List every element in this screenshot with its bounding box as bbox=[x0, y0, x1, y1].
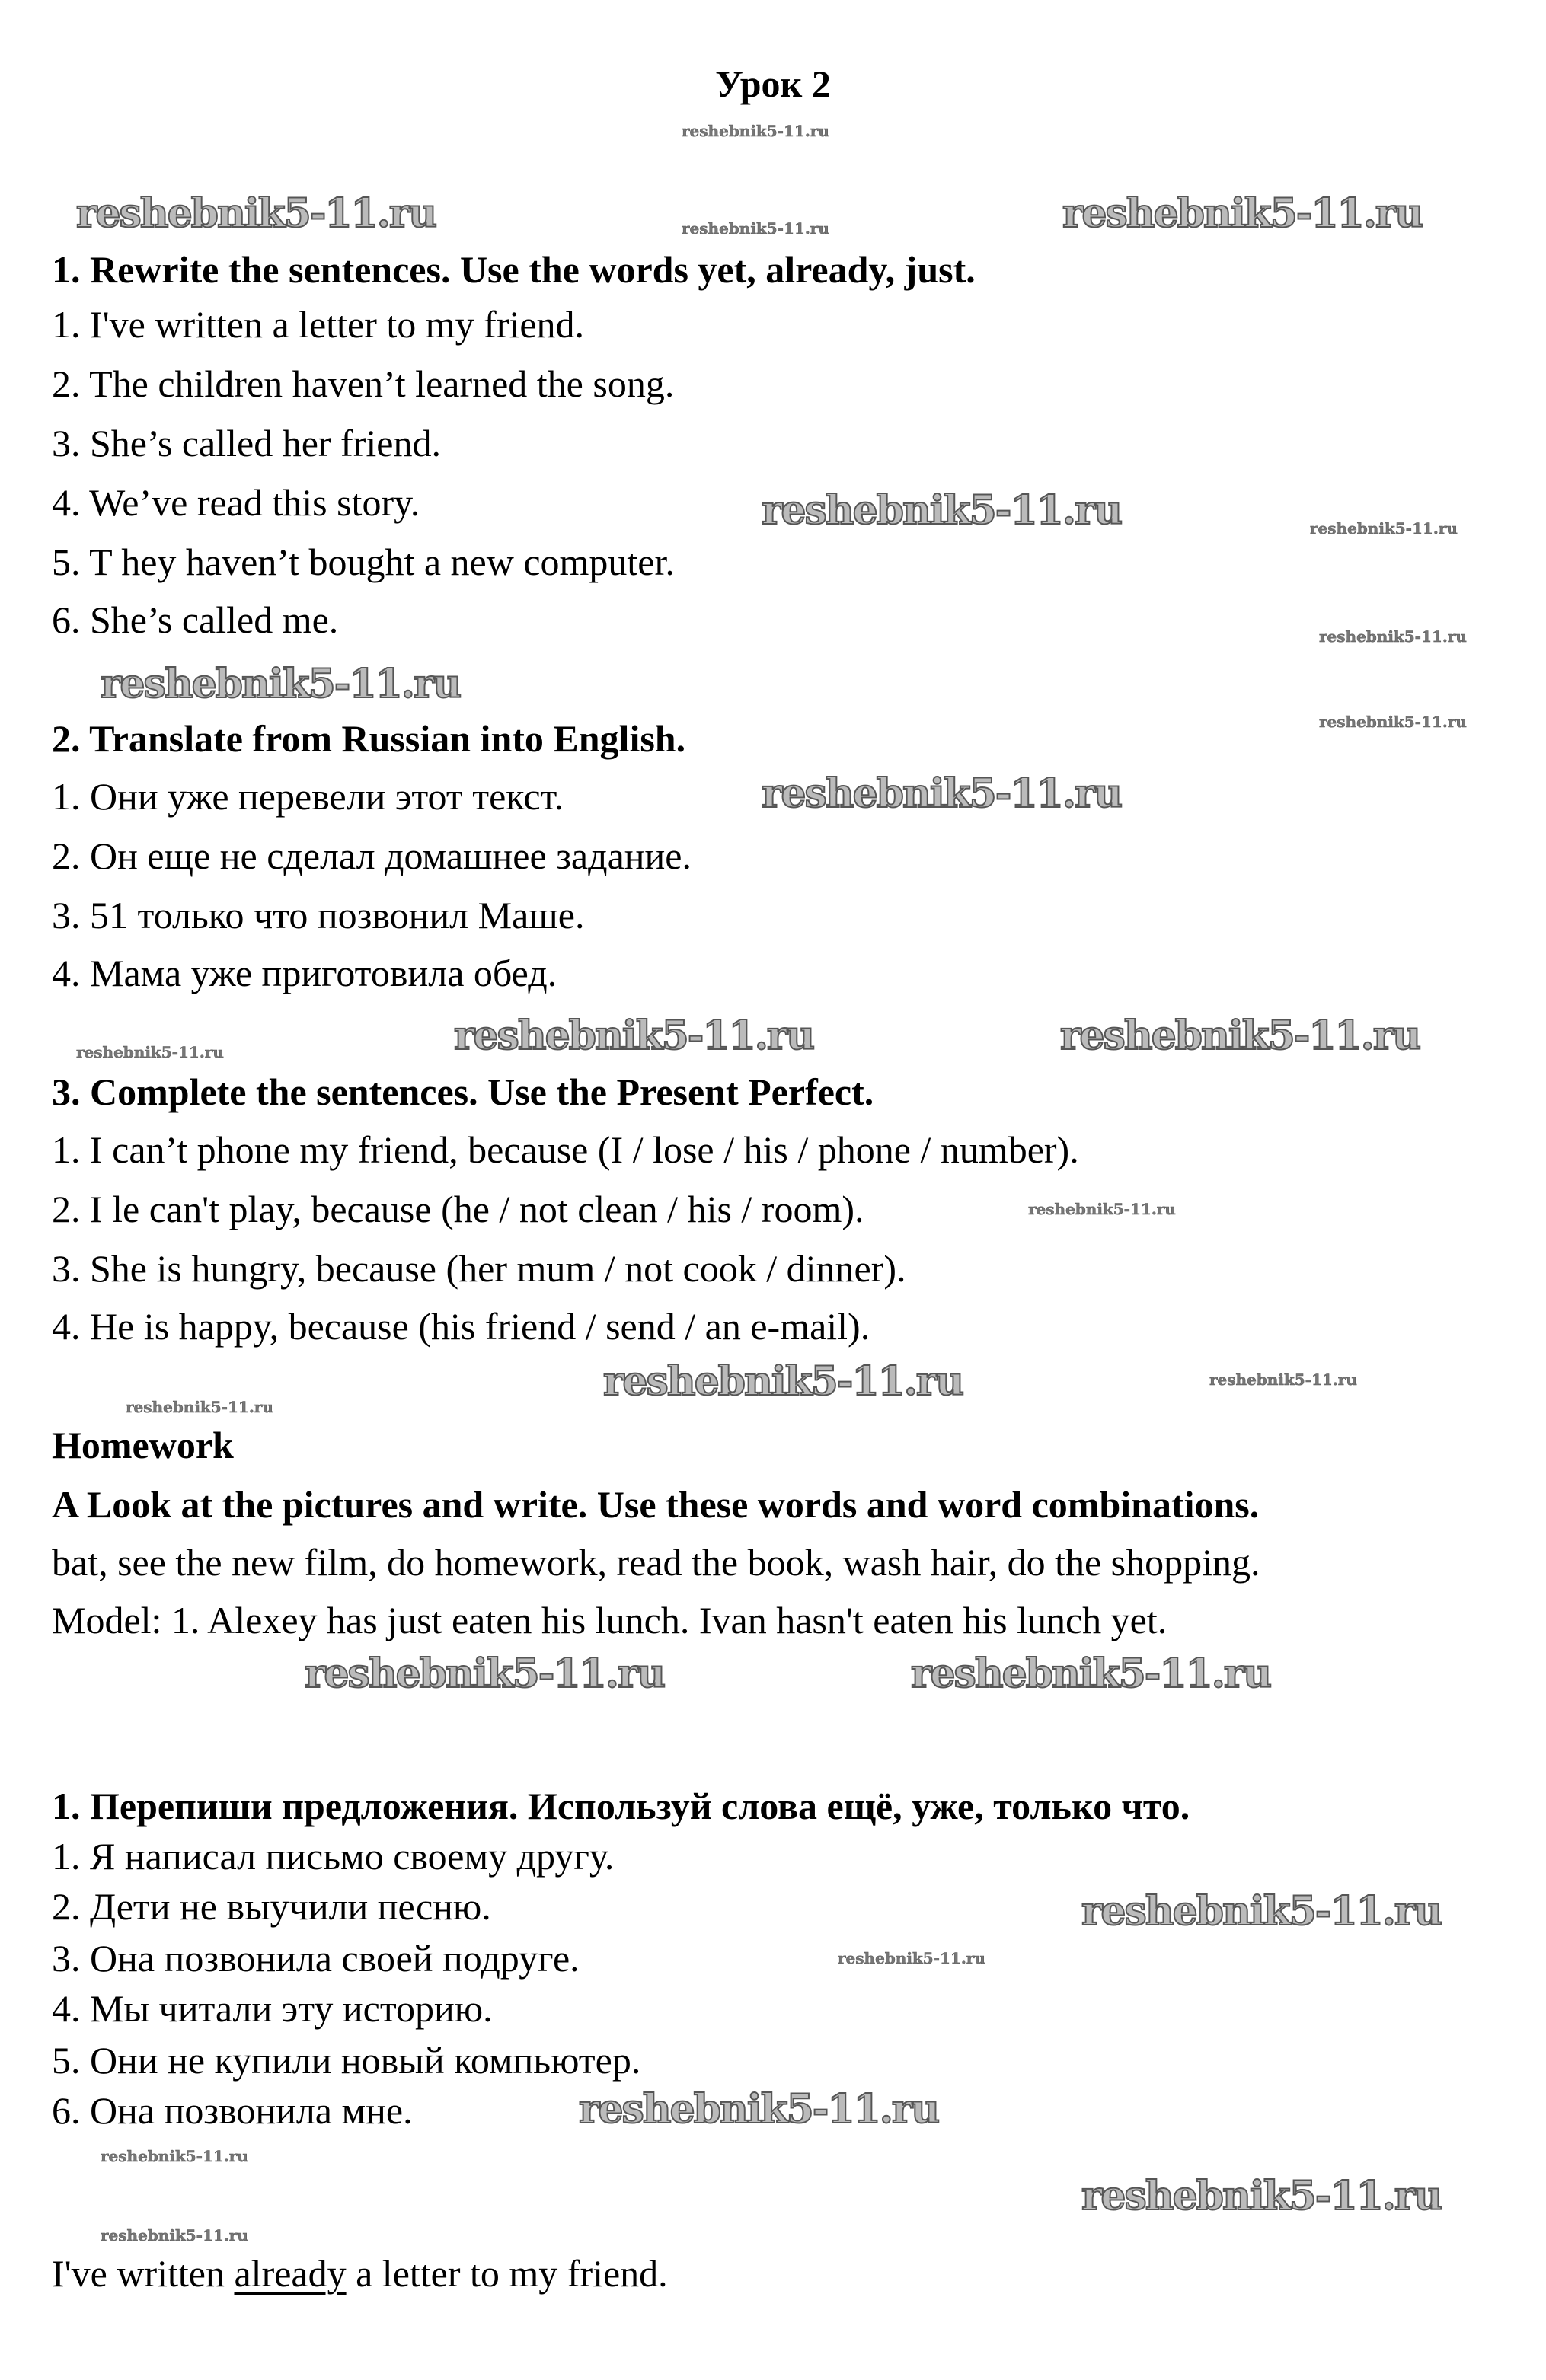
watermark: reshebnik5-11.ru bbox=[1062, 190, 1423, 237]
watermark: reshebnik5-11.ru bbox=[1081, 2173, 1442, 2219]
watermark: reshebnik5-11.ru bbox=[101, 661, 461, 707]
watermark: reshebnik5-11.ru bbox=[101, 2147, 248, 2165]
watermark: reshebnik5-11.ru bbox=[454, 1013, 814, 1059]
translation-heading: 1. Перепиши предложения. Используй слова ещё, уже, только что. bbox=[52, 1785, 1190, 1827]
task3-item: 2. I le can't play, because (he / not clean / his / room). bbox=[52, 1188, 864, 1230]
homework-heading: Homework bbox=[52, 1424, 234, 1466]
answer-before: I've written bbox=[52, 2252, 235, 2295]
task2-item: 3. 51 только что позвонил Маше. bbox=[52, 894, 585, 936]
watermark: reshebnik5-11.ru bbox=[911, 1651, 1271, 1697]
task3-item: 4. He is happy, because (his friend / send / an e-mail). bbox=[52, 1305, 870, 1348]
watermark: reshebnik5-11.ru bbox=[126, 1398, 273, 1416]
translation-item: 5. Они не купили новый компьютер. bbox=[52, 2039, 641, 2082]
task1-item: 5. T hey haven’t bought a new computer. bbox=[52, 541, 675, 583]
task1-item: 2. The children haven’t learned the song. bbox=[52, 362, 675, 405]
homework-words: bat, see the new film, do homework, read the book, wash hair, do the shopping. bbox=[52, 1541, 1260, 1584]
answer-line bbox=[52, 2251, 668, 2296]
watermark: reshebnik5-11.ru bbox=[762, 770, 1122, 817]
watermark: reshebnik5-11.ru bbox=[1081, 1888, 1442, 1935]
watermark: reshebnik5-11.ru bbox=[1060, 1013, 1420, 1059]
task2-item: 4. Мама уже приготовила обед. bbox=[52, 952, 557, 994]
watermark: reshebnik5-11.ru bbox=[1319, 627, 1467, 646]
homework-task-heading: A Look at the pictures and write. Use these words and word combinations. bbox=[52, 1483, 1260, 1526]
watermark: reshebnik5-11.ru bbox=[76, 1043, 224, 1061]
translation-item: 1. Я написал письмо своему другу. bbox=[52, 1835, 615, 1878]
task3-item: 1. I can’t phone my friend, because (I / lose / his / phone / number). bbox=[52, 1128, 1079, 1171]
watermark: reshebnik5-11.ru bbox=[76, 190, 436, 237]
task2-item: 2. Он еще не сделал домашнее задание. bbox=[52, 834, 692, 877]
watermark: reshebnik5-11.ru bbox=[1028, 1200, 1176, 1218]
translation-item: 2. Дети не выучили песню. bbox=[52, 1885, 491, 1928]
task1-item: 4. We’ve read this story. bbox=[52, 481, 420, 524]
task1-heading: 1. Rewrite the sentences. Use the words yet, already, just. bbox=[52, 248, 976, 291]
task3-heading: 3. Complete the sentences. Use the Present Perfect. bbox=[52, 1070, 874, 1113]
task1-item: 1. I've written a letter to my friend. bbox=[52, 303, 585, 346]
homework-model: Model: 1. Alexey has just eaten his lunch. Ivan hasn't eaten his lunch yet. bbox=[52, 1599, 1167, 1641]
task2-heading: 2. Translate from Russian into English. bbox=[52, 717, 686, 760]
watermark: reshebnik5-11.ru bbox=[1310, 519, 1458, 538]
task2-item: 1. Они уже перевели этот текст. bbox=[52, 775, 564, 818]
watermark: reshebnik5-11.ru bbox=[305, 1651, 665, 1697]
watermark: reshebnik5-11.ru bbox=[1209, 1370, 1357, 1389]
watermark: reshebnik5-11.ru bbox=[579, 2086, 939, 2133]
translation-item: 4. Мы читали эту историю. bbox=[52, 1987, 493, 2030]
watermark: reshebnik5-11.ru bbox=[682, 219, 829, 238]
answer-underlined: already bbox=[234, 2252, 347, 2295]
answer-after: a letter to my friend. bbox=[346, 2252, 668, 2295]
task3-item: 3. She is hungry, because (her mum / not cook / dinner). bbox=[52, 1247, 906, 1290]
translation-item: 6. Она позвонила мне. bbox=[52, 2089, 413, 2132]
watermark: reshebnik5-11.ru bbox=[1319, 713, 1467, 731]
translation-item: 3. Она позвонила своей подруге. bbox=[52, 1937, 580, 1980]
watermark: reshebnik5-11.ru bbox=[101, 2226, 248, 2244]
watermark: reshebnik5-11.ru bbox=[682, 122, 829, 140]
watermark: reshebnik5-11.ru bbox=[762, 487, 1122, 534]
task1-item: 6. She’s called me. bbox=[52, 598, 339, 641]
watermark: reshebnik5-11.ru bbox=[838, 1949, 985, 1967]
task1-item: 3. She’s called her friend. bbox=[52, 422, 441, 464]
page-title: Урок 2 bbox=[715, 62, 831, 105]
watermark: reshebnik5-11.ru bbox=[603, 1358, 963, 1405]
